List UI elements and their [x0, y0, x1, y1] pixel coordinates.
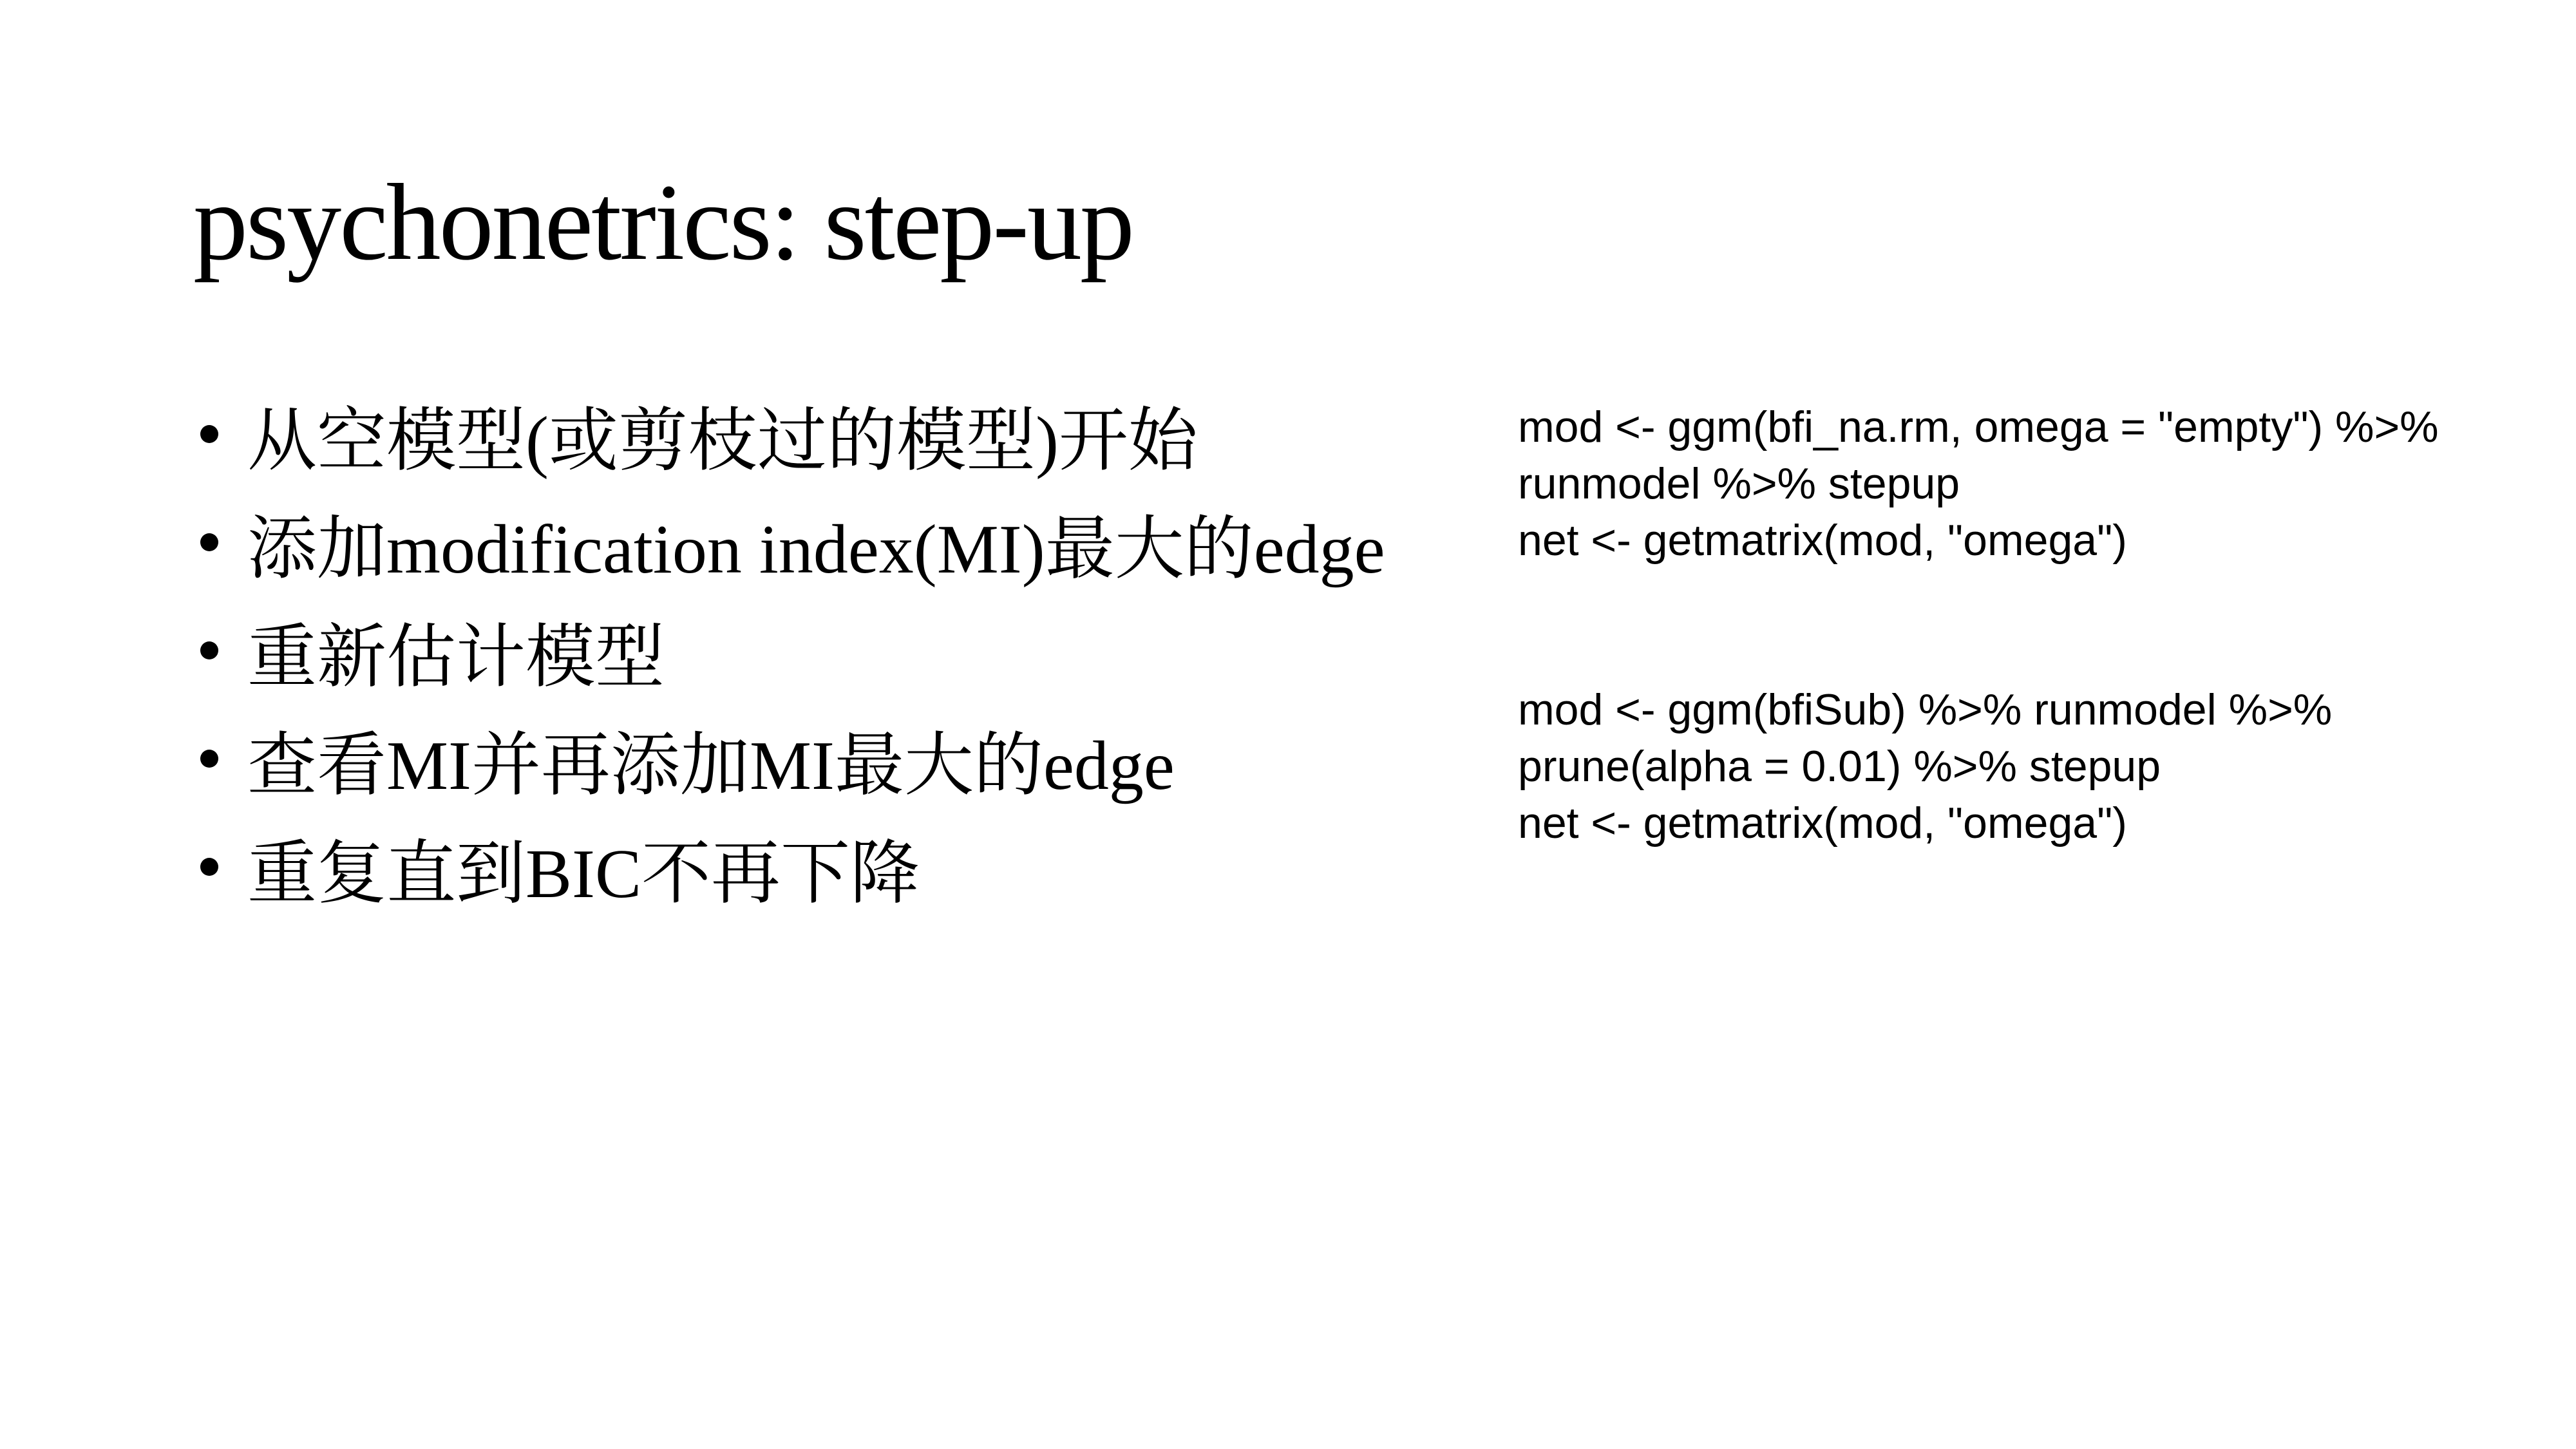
- bullet-text: 重新估计模型: [247, 619, 665, 696]
- bullet-list: [200, 380, 1385, 921]
- code-block-stepup-empty: [1518, 399, 2439, 569]
- code-line: prune(alpha = 0.01) %>% stepup: [1518, 742, 2161, 791]
- bullet-item: [200, 488, 1385, 596]
- bullet-item: [200, 380, 1385, 488]
- bullet-text: 查看MI并再添加MI最大的edge: [247, 727, 1175, 804]
- bullet-dot-icon: [200, 750, 218, 768]
- bullet-text: 从空模型(或剪枝过的模型)开始: [247, 402, 1198, 480]
- code-line: net <- getmatrix(mod, "omega"): [1518, 516, 2127, 565]
- bullet-dot-icon: [200, 533, 218, 551]
- bullet-item: [200, 813, 1385, 921]
- bullet-item: [200, 705, 1385, 813]
- code-line: mod <- ggm(bfiSub) %>% runmodel %>%: [1518, 685, 2333, 734]
- code-line: mod <- ggm(bfi_na.rm, omega = "empty") %>%: [1518, 402, 2439, 451]
- slide-title: psychonetrics: step-up: [193, 162, 1133, 283]
- bullet-dot-icon: [200, 425, 218, 443]
- code-line: net <- getmatrix(mod, "omega"): [1518, 799, 2127, 848]
- bullet-text: 添加modification index(MI)最大的edge: [247, 511, 1385, 588]
- bullet-item: [200, 596, 1385, 705]
- bullet-dot-icon: [200, 641, 218, 659]
- bullet-text: 重复直到BIC不再下降: [247, 835, 920, 913]
- bullet-dot-icon: [200, 858, 218, 876]
- code-line: runmodel %>% stepup: [1518, 459, 1960, 508]
- code-block-prune-stepup: [1518, 681, 2332, 851]
